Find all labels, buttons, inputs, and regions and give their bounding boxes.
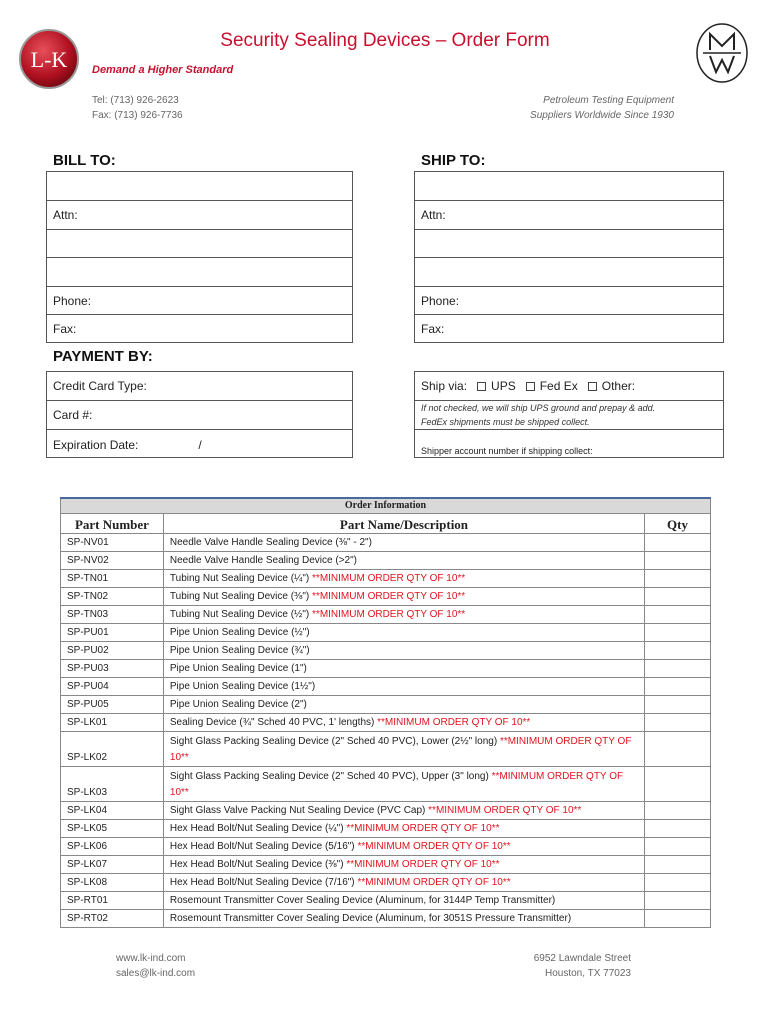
description-text: Pipe Union Sealing Device (¾") bbox=[169, 645, 310, 656]
qty-cell[interactable] bbox=[645, 732, 711, 767]
part-number-cell: SP-LK04 bbox=[61, 802, 164, 820]
bill-to-address2-field[interactable] bbox=[47, 258, 352, 287]
description-cell bbox=[163, 874, 644, 892]
part-number-cell: SP-TN02 bbox=[61, 588, 164, 606]
ship-to-address1-field[interactable] bbox=[415, 230, 723, 258]
table-row bbox=[61, 910, 711, 928]
ship-to-heading: SHIP TO: bbox=[421, 152, 486, 169]
table-row bbox=[61, 642, 711, 660]
table-row bbox=[61, 856, 711, 874]
part-number-cell: SP-NV01 bbox=[61, 534, 164, 552]
other-label: Other: bbox=[601, 379, 636, 393]
shipper-account-label: Shipper account number if shipping collect: bbox=[421, 446, 593, 456]
description-text: Hex Head Bolt/Nut Sealing Device (7/16") bbox=[169, 877, 355, 888]
minimum-order-note: **MINIMUM ORDER QTY OF 10** bbox=[312, 609, 466, 620]
order-table bbox=[60, 497, 711, 928]
qty-cell[interactable] bbox=[645, 624, 711, 642]
description-text: Rosemount Transmitter Cover Sealing Device (Aluminum, for 3051S Pressure Transmitter) bbox=[169, 913, 572, 924]
part-number-cell: SP-PU04 bbox=[61, 678, 164, 696]
ship-to-fax-label: Fax: bbox=[421, 322, 445, 336]
part-number-cell: SP-RT01 bbox=[61, 892, 164, 910]
description-cell bbox=[163, 588, 644, 606]
qty-cell[interactable] bbox=[645, 820, 711, 838]
footer-right bbox=[534, 951, 631, 981]
description-cell bbox=[163, 910, 644, 928]
lk-logo-text: L-K bbox=[30, 47, 68, 72]
table-row bbox=[61, 838, 711, 856]
expiration-field[interactable] bbox=[47, 430, 352, 459]
supplier-line1: Petroleum Testing Equipment bbox=[543, 95, 674, 106]
footer-left bbox=[116, 951, 195, 981]
qty-cell[interactable] bbox=[645, 910, 711, 928]
table-row bbox=[61, 624, 711, 642]
table-row bbox=[61, 820, 711, 838]
minimum-order-note: **MINIMUM ORDER QTY OF 10** bbox=[357, 877, 511, 888]
minimum-order-note: **MINIMUM ORDER QTY OF 10** bbox=[312, 591, 466, 602]
table-row bbox=[61, 678, 711, 696]
other-checkbox[interactable] bbox=[588, 382, 597, 391]
bill-to-fax-field[interactable] bbox=[47, 315, 352, 343]
description-text: Sight Glass Valve Packing Nut Sealing Device (PVC Cap) bbox=[169, 805, 426, 816]
description-cell bbox=[163, 714, 644, 732]
description-text: Pipe Union Sealing Device (1") bbox=[169, 663, 307, 674]
tel-text: Tel: (713) 926-2623 bbox=[92, 95, 179, 106]
bill-to-phone-field[interactable] bbox=[47, 287, 352, 315]
ups-label: UPS bbox=[491, 379, 516, 393]
table-row bbox=[61, 802, 711, 820]
table-row bbox=[61, 696, 711, 714]
qty-cell[interactable] bbox=[645, 696, 711, 714]
part-number-cell: SP-LK07 bbox=[61, 856, 164, 874]
card-type-label: Credit Card Type: bbox=[53, 379, 147, 393]
footer-email[interactable]: sales@lk-ind.com bbox=[116, 968, 196, 979]
shipping-note bbox=[415, 401, 723, 430]
bill-to-name-field[interactable] bbox=[47, 172, 352, 201]
ship-to-box bbox=[414, 171, 724, 343]
description-text: Sight Glass Packing Sealing Device (2" Sched 40 PVC), Upper (3" long) bbox=[169, 771, 489, 782]
table-row bbox=[61, 606, 711, 624]
shipping-box bbox=[414, 371, 724, 458]
description-cell bbox=[163, 856, 644, 874]
ship-to-attn-label: Attn: bbox=[421, 208, 446, 222]
description-cell bbox=[163, 534, 644, 552]
qty-cell[interactable] bbox=[645, 660, 711, 678]
qty-cell[interactable] bbox=[645, 588, 711, 606]
description-cell bbox=[163, 678, 644, 696]
bill-to-phone-label: Phone: bbox=[53, 293, 92, 308]
qty-cell[interactable] bbox=[645, 552, 711, 570]
part-number-cell: SP-PU03 bbox=[61, 660, 164, 678]
part-number-cell: SP-LK06 bbox=[61, 838, 164, 856]
minimum-order-note: **MINIMUM ORDER QTY OF 10** bbox=[377, 717, 531, 728]
shipping-note-line2: FedEx shipments must be shipped collect. bbox=[421, 417, 590, 427]
part-number-cell: SP-RT02 bbox=[61, 910, 164, 928]
description-cell bbox=[163, 552, 644, 570]
description-text: Needle Valve Handle Sealing Device (>2") bbox=[169, 555, 357, 566]
fedex-label: Fed Ex bbox=[539, 379, 578, 393]
description-text: Tubing Nut Sealing Device (⅜") bbox=[169, 591, 310, 602]
table-row bbox=[61, 588, 711, 606]
qty-cell[interactable] bbox=[645, 802, 711, 820]
card-number-field[interactable] bbox=[47, 401, 352, 430]
description-cell bbox=[163, 570, 644, 588]
description-text: Tubing Nut Sealing Device (¼") bbox=[169, 573, 310, 584]
order-table-caption: Order Information bbox=[61, 498, 711, 514]
fedex-checkbox[interactable] bbox=[526, 382, 535, 391]
minimum-order-note: **MINIMUM ORDER QTY OF 10** bbox=[346, 823, 500, 834]
qty-cell[interactable] bbox=[645, 534, 711, 552]
table-row bbox=[61, 660, 711, 678]
form-title: Security Sealing Devices – Order Form bbox=[220, 30, 550, 51]
description-text: Pipe Union Sealing Device (2") bbox=[169, 699, 307, 710]
contact-block bbox=[92, 93, 183, 123]
ship-to-attn-field[interactable] bbox=[415, 201, 723, 230]
part-number-cell: SP-PU02 bbox=[61, 642, 164, 660]
expiration-label: Expiration Date: bbox=[53, 437, 139, 452]
description-text: Tubing Nut Sealing Device (½") bbox=[169, 609, 310, 620]
qty-cell[interactable] bbox=[645, 767, 711, 802]
part-number-cell: SP-LK01 bbox=[61, 714, 164, 732]
bill-to-attn-field[interactable] bbox=[47, 201, 352, 230]
minimum-order-note: **MINIMUM ORDER QTY OF 10** bbox=[169, 771, 624, 798]
expiration-slash: / bbox=[198, 437, 202, 452]
description-cell bbox=[163, 606, 644, 624]
description-cell bbox=[163, 838, 644, 856]
ship-via-row bbox=[415, 372, 723, 401]
payment-box bbox=[46, 371, 353, 458]
description-cell bbox=[163, 642, 644, 660]
qty-cell[interactable] bbox=[645, 714, 711, 732]
footer-web[interactable]: www.lk-ind.com bbox=[116, 953, 186, 964]
col-qty: Qty bbox=[645, 514, 711, 534]
payment-heading: PAYMENT BY: bbox=[53, 348, 153, 365]
description-text: Rosemount Transmitter Cover Sealing Device (Aluminum, for 3144P Temp Transmitter) bbox=[169, 895, 556, 906]
col-part-number: Part Number bbox=[61, 514, 164, 534]
table-row bbox=[61, 714, 711, 732]
qty-cell[interactable] bbox=[645, 678, 711, 696]
table-row bbox=[61, 767, 711, 802]
description-text: Pipe Union Sealing Device (1½") bbox=[169, 681, 316, 692]
part-number-cell: SP-TN03 bbox=[61, 606, 164, 624]
ship-to-name-field[interactable] bbox=[415, 172, 723, 201]
description-cell bbox=[163, 767, 644, 802]
part-number-cell: SP-PU01 bbox=[61, 624, 164, 642]
table-row bbox=[61, 874, 711, 892]
table-row bbox=[61, 552, 711, 570]
part-number-cell: SP-LK08 bbox=[61, 874, 164, 892]
description-text: Needle Valve Handle Sealing Device (⅜" - 2") bbox=[169, 537, 372, 548]
description-text: Hex Head Bolt/Nut Sealing Device (⅜") bbox=[169, 859, 344, 870]
qty-cell[interactable] bbox=[645, 874, 711, 892]
qty-cell[interactable] bbox=[645, 892, 711, 910]
qty-cell[interactable] bbox=[645, 642, 711, 660]
description-cell bbox=[163, 660, 644, 678]
minimum-order-note: **MINIMUM ORDER QTY OF 10** bbox=[357, 841, 511, 852]
part-number-cell: SP-TN01 bbox=[61, 570, 164, 588]
supplier-block bbox=[530, 93, 674, 123]
supplier-line2: Suppliers Worldwide Since 1930 bbox=[530, 110, 674, 121]
bill-to-attn-label: Attn: bbox=[53, 208, 78, 222]
description-text: Hex Head Bolt/Nut Sealing Device (¼") bbox=[169, 823, 344, 834]
minimum-order-note: **MINIMUM ORDER QTY OF 10** bbox=[346, 859, 500, 870]
fax-text: Fax: (713) 926-7736 bbox=[92, 110, 183, 121]
tagline: Demand a Higher Standard bbox=[92, 64, 234, 76]
description-text: Pipe Union Sealing Device (½") bbox=[169, 627, 310, 638]
table-row bbox=[61, 534, 711, 552]
ups-checkbox[interactable] bbox=[477, 382, 486, 391]
table-row bbox=[61, 570, 711, 588]
minimum-order-note: **MINIMUM ORDER QTY OF 10** bbox=[169, 736, 632, 763]
shipping-note-line1: If not checked, we will ship UPS ground and prepay & add. bbox=[421, 403, 656, 413]
bill-to-fax-label: Fax: bbox=[53, 322, 77, 336]
part-number-cell: SP-LK03 bbox=[61, 767, 164, 802]
footer-street: 6952 Lawndale Street bbox=[533, 953, 631, 964]
part-number-cell: SP-NV02 bbox=[61, 552, 164, 570]
ship-to-fax-field[interactable] bbox=[415, 315, 723, 343]
table-row bbox=[61, 892, 711, 910]
qty-cell[interactable] bbox=[645, 838, 711, 856]
description-cell bbox=[163, 696, 644, 714]
bill-to-heading: BILL TO: bbox=[53, 152, 116, 169]
shipper-account-field[interactable] bbox=[415, 430, 723, 459]
part-number-cell: SP-LK02 bbox=[61, 732, 164, 767]
minimum-order-note: **MINIMUM ORDER QTY OF 10** bbox=[312, 573, 466, 584]
minimum-order-note: **MINIMUM ORDER QTY OF 10** bbox=[428, 805, 582, 816]
bill-to-box bbox=[46, 171, 353, 343]
description-cell bbox=[163, 892, 644, 910]
card-number-label: Card #: bbox=[53, 408, 93, 422]
qty-cell[interactable] bbox=[645, 570, 711, 588]
col-description: Part Name/Description bbox=[163, 514, 644, 534]
description-cell bbox=[163, 624, 644, 642]
part-number-cell: SP-PU05 bbox=[61, 696, 164, 714]
card-type-field[interactable] bbox=[47, 372, 352, 401]
ship-to-phone-field[interactable] bbox=[415, 287, 723, 315]
ship-via-label: Ship via: bbox=[421, 379, 468, 393]
description-text: Sealing Device (¾" Sched 40 PVC, 1' lengths) bbox=[169, 717, 375, 728]
description-cell bbox=[163, 802, 644, 820]
description-cell bbox=[163, 732, 644, 767]
ship-to-phone-label: Phone: bbox=[421, 293, 460, 308]
description-text: Hex Head Bolt/Nut Sealing Device (5/16") bbox=[169, 841, 355, 852]
qty-cell[interactable] bbox=[645, 606, 711, 624]
table-row bbox=[61, 732, 711, 767]
bill-to-address1-field[interactable] bbox=[47, 230, 352, 258]
description-cell bbox=[163, 820, 644, 838]
description-text: Sight Glass Packing Sealing Device (2" Sched 40 PVC), Lower (2½" long) bbox=[169, 736, 498, 747]
qty-cell[interactable] bbox=[645, 856, 711, 874]
ship-to-address2-field[interactable] bbox=[415, 258, 723, 287]
footer-city: Houston, TX 77023 bbox=[545, 968, 631, 979]
part-number-cell: SP-LK05 bbox=[61, 820, 164, 838]
